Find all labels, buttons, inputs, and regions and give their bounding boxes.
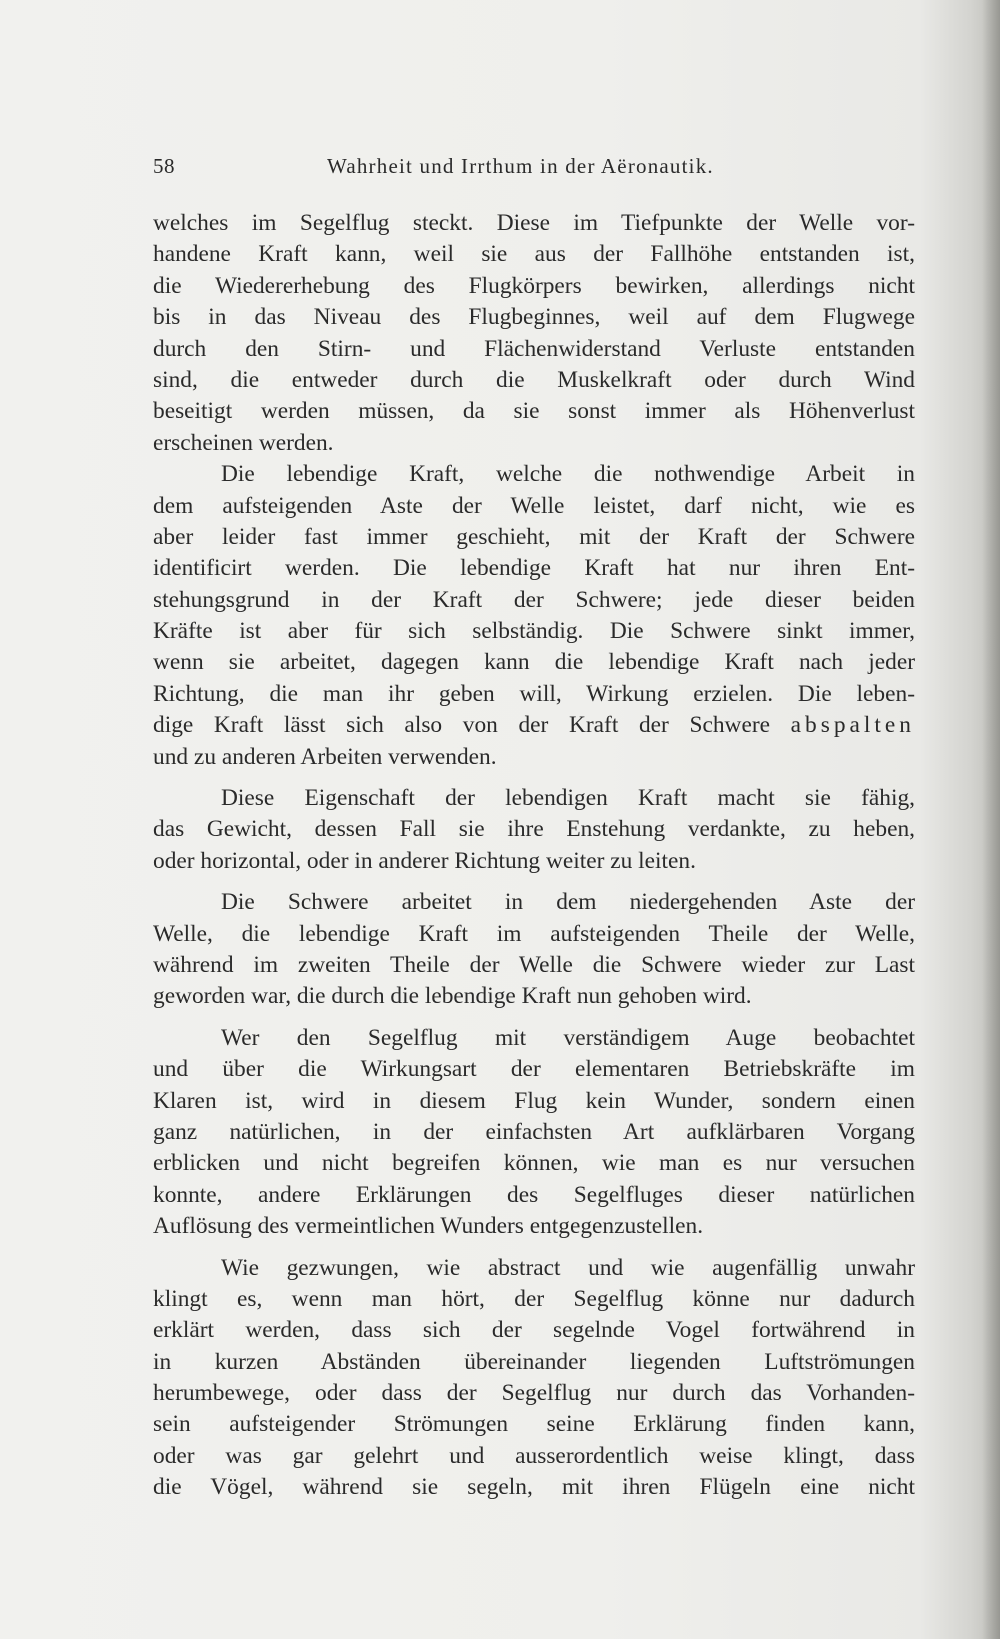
- text-line: Welle, die lebendige Kraft im aufsteigenden Theile der Welle,: [153, 920, 915, 947]
- text-line-with-emphasis: [153, 710, 915, 741]
- text-line: identificirt werden. Die lebendige Kraft hat nur ihren Ent-: [153, 555, 915, 582]
- text-line: Die Schwere arbeitet in dem niedergehenden Aste der: [221, 889, 915, 916]
- text-line: Wie gezwungen, wie abstract und wie augenfällig unwahr: [221, 1254, 915, 1281]
- text-line: bis in das Niveau des Flugbeginnes, weil auf dem Flugwege: [153, 304, 915, 331]
- text-line: aber leider fast immer geschieht, mit der Kraft der Schwere: [153, 523, 915, 550]
- text-line: Auflösung des vermeintlichen Wunders entgegenzustellen.: [153, 1213, 704, 1240]
- text-line: Richtung, die man ihr geben will, Wirkung erzielen. Die leben-: [153, 680, 915, 707]
- text-line: Die lebendige Kraft, welche die nothwendige Arbeit in: [221, 461, 915, 488]
- page-edge-shadow: [982, 0, 1000, 1639]
- text-line: erklärt werden, dass sich der segelnde Vogel fortwährend in: [153, 1317, 915, 1344]
- text-line: beseitigt werden müssen, da sie sonst immer als Höhenverlust: [153, 398, 915, 425]
- text-line: das Gewicht, dessen Fall sie ihre Enstehung verdankte, zu heben,: [153, 816, 915, 843]
- text-line: konnte, andere Erklärungen des Segelfluges dieser natürlichen: [153, 1181, 915, 1208]
- text-line: oder horizontal, oder in anderer Richtung weiter zu leiten.: [153, 847, 696, 874]
- text-line: während im zweiten Theile der Welle die Schwere wieder zur Last: [153, 951, 915, 978]
- text-line: handene Kraft kann, weil sie aus der Fallhöhe entstanden ist,: [153, 241, 915, 268]
- paragraph-gap: [153, 1013, 915, 1023]
- running-title: Wahrheit und Irrthum in der Aëronautik.: [327, 154, 714, 178]
- text-line: durch den Stirn- und Flächenwiderstand Verluste entstanden: [153, 335, 915, 362]
- text-line: und zu anderen Arbeiten verwenden.: [153, 743, 497, 770]
- text-line: Wer den Segelflug mit verständigem Auge beobachtet: [221, 1024, 915, 1051]
- emphasized-word: abspalten: [790, 712, 915, 739]
- text-line: und über die Wirkungsart der elementaren Betriebskräfte im: [153, 1056, 915, 1083]
- text-line: Diese Eigenschaft der lebendigen Kraft macht sie fähig,: [221, 785, 915, 812]
- page-number: 58: [153, 154, 175, 178]
- text-line: Klaren ist, wird in diesem Flug kein Wunder, sondern einen: [153, 1087, 915, 1114]
- text-line: Kräfte ist aber für sich selbständig. Die Schwere sinkt immer,: [153, 618, 915, 645]
- paragraph-gap: [153, 1243, 915, 1253]
- text-line: die Vögel, während sie segeln, mit ihren Flügeln eine nicht: [153, 1474, 915, 1501]
- text-line: oder was gar gelehrt und ausserordentlich weise klingt, dass: [153, 1442, 915, 1469]
- text-line: geworden war, die durch die lebendige Kraft nun gehoben wird.: [153, 983, 752, 1010]
- text-line: sein aufsteigender Strömungen seine Erklärung finden kann,: [153, 1411, 915, 1438]
- text-line: die Wiedererhebung des Flugkörpers bewirken, allerdings nicht: [153, 272, 915, 299]
- paragraph-gap: [153, 773, 915, 783]
- text-line: ganz natürlichen, in der einfachsten Art aufklärbaren Vorgang: [153, 1118, 915, 1145]
- text-line: in kurzen Abständen übereinander liegenden Luftströmungen: [153, 1348, 915, 1375]
- text-line: dem aufsteigenden Aste der Welle leistet, darf nicht, wie es: [153, 492, 915, 519]
- text-line: sind, die entweder durch die Muskelkraft oder durch Wind: [153, 366, 915, 393]
- text-line: klingt es, wenn man hört, der Segelflug könne nur dadurch: [153, 1285, 915, 1312]
- text-line: welches im Segelflug steckt. Diese im Tiefpunkte der Welle vor-: [153, 210, 915, 236]
- text-line: wenn sie arbeitet, dagegen kann die lebendige Kraft nach jeder: [153, 649, 915, 676]
- text-line: stehungsgrund in der Kraft der Schwere; jede dieser beiden: [153, 586, 915, 613]
- text-line: herumbewege, oder dass der Segelflug nur durch das Vorhanden-: [153, 1380, 915, 1407]
- text-line: erscheinen werden.: [153, 429, 334, 456]
- page-header: [153, 154, 915, 188]
- body-text: [153, 208, 915, 1504]
- text-line: erblicken und nicht begreifen können, wie man es nur versuchen: [153, 1150, 915, 1177]
- paragraph-gap: [153, 877, 915, 887]
- text-fragment: dige Kraft lässt sich also von der Kraft der Schwere: [153, 712, 770, 739]
